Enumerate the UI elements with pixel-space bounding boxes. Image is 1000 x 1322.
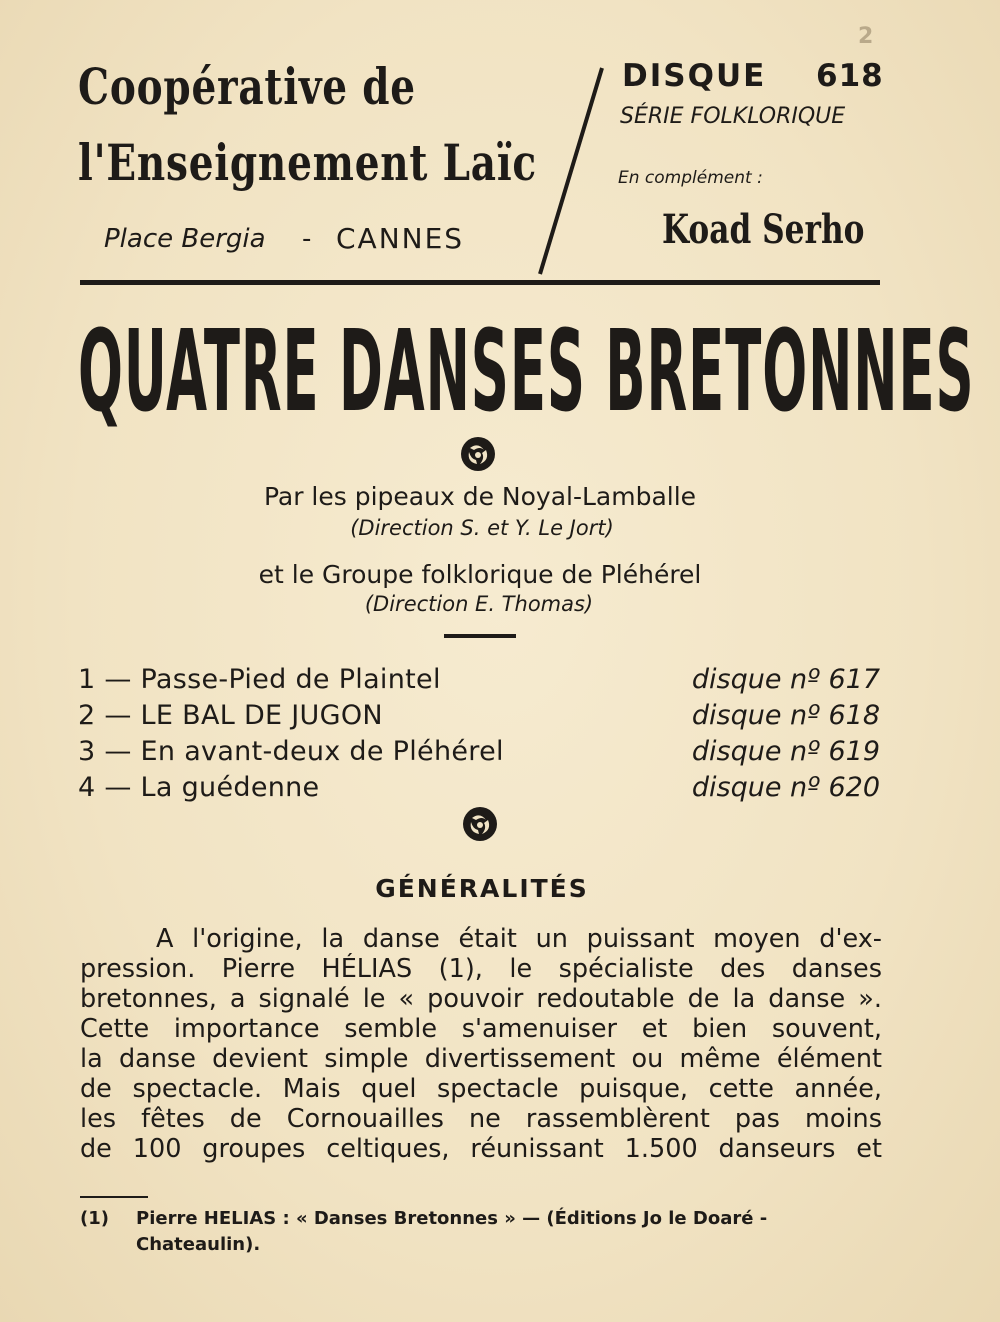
track-row	[78, 736, 880, 772]
slash-divider	[530, 66, 610, 276]
performer-line-2: et le Groupe folklorique de Pléhérel	[258, 560, 702, 589]
footnote-marker: (1)	[80, 1208, 109, 1229]
performer-direction-1: (Direction S. et Y. Le Jort)	[350, 516, 614, 540]
address-separator: -	[302, 224, 312, 254]
track-disc: disque nº 620	[691, 772, 880, 803]
triskel-ornament-icon	[460, 436, 496, 472]
complement-label: En complément :	[618, 168, 763, 188]
paragraph-line: la danse devient simple divertissement ou même élément	[80, 1044, 882, 1074]
track-label: 2 — LE BAL DE JUGON	[78, 700, 383, 731]
main-title: QUATRE DANSES BRETONNES	[78, 307, 975, 437]
track-label: 4 — La guédenne	[78, 772, 320, 803]
publisher-name-line1: Coopérative de	[78, 57, 416, 116]
paragraph-line: A l'origine, la danse était un puissant moyen d'ex-	[156, 924, 882, 954]
track-disc: disque nº 619	[691, 736, 880, 767]
footnote-rule	[80, 1196, 148, 1198]
performer-line-1: Par les pipeaux de Noyal-Lamballe	[263, 482, 697, 511]
paragraph-line: de 100 groupes celtiques, réunissant 1.500 danseurs et	[80, 1134, 882, 1164]
footnote-line-2: Chateaulin).	[136, 1234, 261, 1255]
header-rule	[80, 280, 880, 285]
track-label: 1 — Passe-Pied de Plaintel	[78, 664, 441, 695]
page-number: 2	[858, 24, 874, 49]
series-label: SÉRIE FOLKLORIQUE	[620, 104, 846, 129]
track-disc: disque nº 618	[691, 700, 880, 731]
body-paragraph	[80, 924, 882, 1164]
paragraph-line: pression. Pierre HÉLIAS (1), le spécialiste des danses	[80, 954, 882, 984]
triskel-ornament-icon	[462, 806, 498, 842]
track-disc: disque nº 617	[691, 664, 880, 695]
divider-rule	[444, 634, 516, 638]
disc-label: DISQUE	[622, 58, 767, 94]
track-row	[78, 664, 880, 700]
address-city: CANNES	[336, 222, 465, 255]
track-row	[78, 700, 880, 736]
address-street: Place Bergia	[104, 224, 266, 254]
paragraph-line: bretonnes, a signalé le « pouvoir redoutable de la danse ».	[80, 984, 882, 1014]
track-label: 3 — En avant-deux de Pléhérel	[78, 736, 504, 767]
complement-title: Koad Serho	[662, 206, 865, 253]
performer-direction-2: (Direction E. Thomas)	[364, 592, 594, 616]
publisher-name-line2: l'Enseignement Laïc	[78, 133, 537, 192]
disc-number: 618	[816, 58, 884, 94]
track-row	[78, 772, 880, 808]
section-heading: GÉNÉRALITÉS	[375, 874, 589, 903]
footnote-line-1: Pierre HELIAS : « Danses Bretonnes » — (Éditions Jo le Doaré -	[136, 1208, 768, 1229]
paragraph-line: les fêtes de Cornouailles ne rassemblèrent pas moins	[80, 1104, 882, 1134]
paragraph-line: de spectacle. Mais quel spectacle puisque, cette année,	[80, 1074, 882, 1104]
paragraph-line: Cette importance semble s'amenuiser et bien souvent,	[80, 1014, 882, 1044]
